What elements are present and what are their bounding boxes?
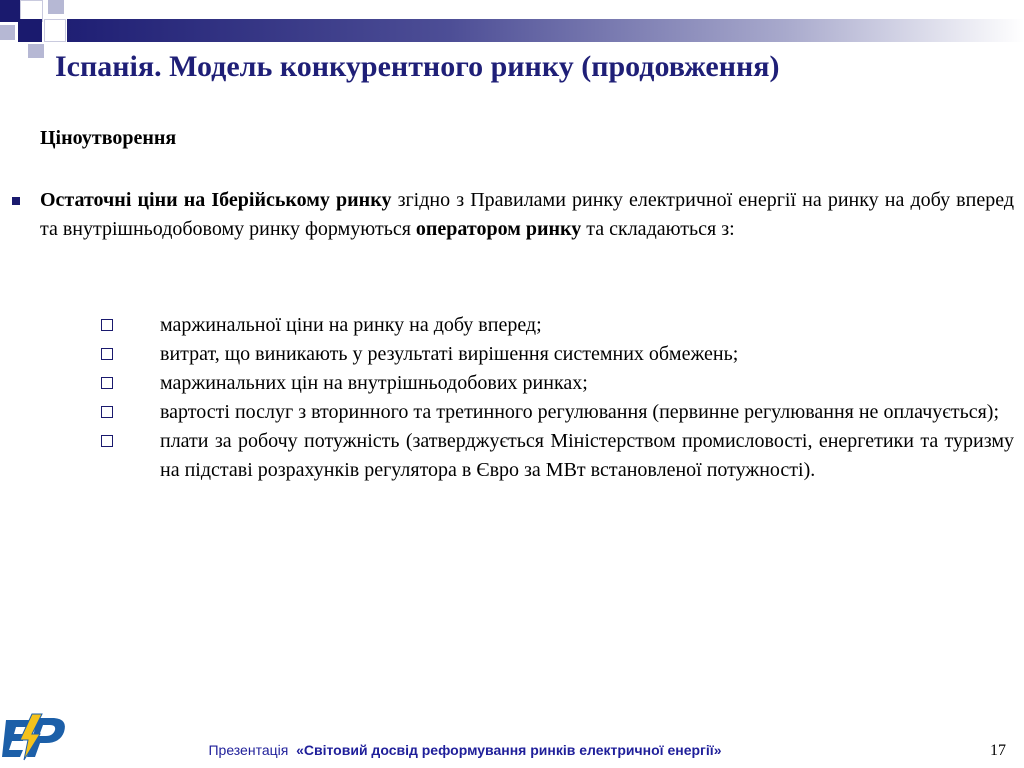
list-item-text: вартості послуг з вторинного та третинного регулювання (первинне регулювання не оплачується);: [160, 401, 999, 423]
section-subheading: Ціноутворення: [40, 127, 177, 149]
list-item-text: плати за робочу потужність (затверджується Міністерством промисловості, енергетики та туризму на підставі розрахунків регулятора в Євро за МВт встановленої потужності).: [160, 430, 1014, 481]
footer-presentation-title: «Світовий досвід реформування ринків електричної енергії»: [296, 742, 722, 758]
slide-title: Іспанія. Модель конкурентного ринку (продовження): [55, 50, 780, 83]
paragraph-text-middle: згідно з Правилами ринку електричної енергії на ринку на добу вперед та внутрішньодобовому ринку формуються: [40, 189, 1014, 240]
list-item-text: маржинальних цін на внутрішньодобових ринках;: [160, 372, 588, 394]
list-item-text: маржинальної ціни на ринку на добу вперед;: [160, 314, 542, 336]
price-components-list: [100, 311, 1014, 485]
bullet-square-icon: [12, 197, 20, 205]
paragraph-bold-start: Остаточні ціни на Іберійському ринку: [40, 189, 392, 211]
list-item: [100, 427, 1014, 485]
paragraph-bold-end: оператором ринку: [415, 218, 582, 240]
page-number: 17: [990, 742, 1006, 759]
list-item: [100, 311, 1014, 340]
checkbox-bullet-icon: [101, 435, 113, 447]
main-paragraph: [40, 186, 1014, 244]
header-gradient-bar: [67, 19, 1024, 42]
list-item: [100, 340, 1014, 369]
checkbox-bullet-icon: [101, 377, 113, 389]
checkbox-bullet-icon: [101, 406, 113, 418]
list-item: [100, 398, 1014, 427]
list-item-text: витрат, що виникають у результаті вирішення системних обмежень;: [160, 343, 739, 365]
checkbox-bullet-icon: [101, 319, 113, 331]
footer-prefix: Презентація: [208, 742, 289, 758]
paragraph-text-end: та складаються з:: [581, 218, 735, 240]
checkbox-bullet-icon: [101, 348, 113, 360]
footer-caption: [0, 742, 930, 758]
list-item: [100, 369, 1014, 398]
